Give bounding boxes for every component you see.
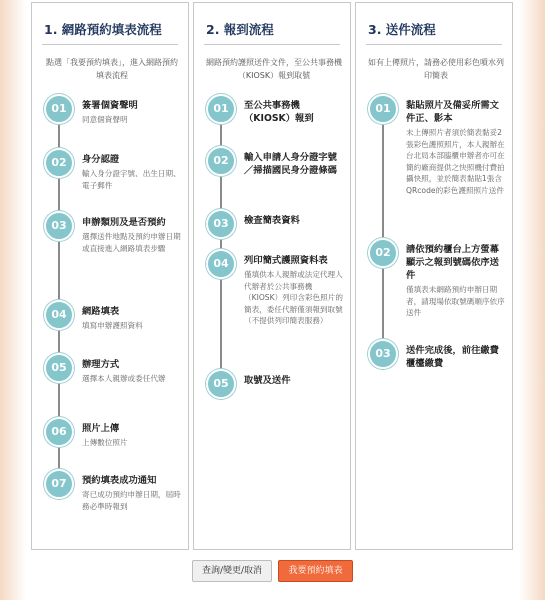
step-number-badge: 03 [44,211,74,241]
step-number-badge: 01 [368,94,398,124]
step-number-badge: 02 [206,146,236,176]
column-intro: 如有上傳照片，請務必使用彩色噴水列印簡表 [368,58,504,80]
step-title: 至公共事務機（KIOSK）報到 [244,100,314,124]
step-number-badge: 05 [44,353,74,383]
step-number-badge: 01 [44,94,74,124]
step-number-badge: 02 [368,238,398,268]
step-description: 僅填供本人親辦或法定代理人代辦者於公共事務機（KIOSK）列印含彩色照片的簡表，委任代辦僅須報到取號（不提供列印簡表服務） [244,270,343,325]
step-number-badge: 03 [206,209,236,239]
column-title: 2. 報到流程 [206,22,274,37]
divider [204,44,340,45]
step-title: 列印簡式護照資料表 [244,255,328,266]
step-title: 檢查簡表資料 [244,215,300,226]
step-title: 請依預約櫃台上方螢幕顯示之報到號碼依序送件 [406,244,499,281]
step-number-badge: 04 [206,249,236,279]
query-change-cancel-button[interactable]: 查詢/變更/取消 [192,560,272,582]
step-title: 辦理方式 [82,359,120,370]
column-title: 3. 送件流程 [368,22,436,37]
online-booking-panel [31,2,189,550]
step-description: 填寫申辦護照資料 [82,321,143,330]
step-number-badge: 01 [206,94,236,124]
step-description: 輸入身分證字號、出生日期、電子郵件 [82,169,181,190]
step-description: 寄已成功預約申辦日期，屆時務必準時報到 [82,490,181,511]
step-number-badge: 06 [44,417,74,447]
step-number-badge: 05 [206,369,236,399]
divider [366,44,502,45]
step-title: 網路填表 [82,306,120,317]
step-description: 未上傳照片者須於簡表黏妥2張彩色護照照片，本人親辦在台北局本部臨櫃申辦者亦可在簡約廠商提供之快照機付費拍攝快照，並於簡表黏貼1張含QRcode的彩色護照照片送件 [406,128,505,195]
step-title: 申辦類別及是否預約 [82,217,166,228]
step-number-badge: 07 [44,469,74,499]
step-title: 取號及送件 [244,375,291,386]
step-description: 選擇本人親辦或委任代辦 [82,374,166,383]
step-title: 預約填表成功通知 [82,475,157,486]
step-description: 同意個資聲明 [82,115,128,124]
step-description: 僅填表未網路預約申辦日期者，請現場依取號碼順序依序送件 [406,285,505,317]
column-title: 1. 網路預約填表流程 [44,22,162,37]
column-intro: 點選「我要預約填表」，進入網路預約填表流程 [46,58,178,80]
step-description: 上傳數位照片 [82,438,128,447]
step-number-badge: 02 [44,148,74,178]
step-description: 選擇送件地點及預約申辦日期或直接進入網路填表步驟 [82,232,181,253]
step-number-badge: 03 [368,339,398,369]
check-in-panel [193,2,351,550]
divider [42,44,178,45]
step-title: 輸入申請人身分證字號／掃描國民身分證條碼 [244,152,337,176]
step-title: 照片上傳 [82,423,120,434]
book-appointment-button[interactable]: 我要預約填表 [278,560,353,582]
column-intro: 網路預約護照送件文件，至公共事務機（KIOSK）報到取號 [206,58,342,80]
step-number-badge: 04 [44,300,74,330]
step-title: 送件完成後，前往繳費櫃檯繳費 [406,345,499,369]
step-title: 黏貼照片及備妥所需文件正、影本 [406,100,499,124]
submission-panel [355,2,513,550]
step-title: 簽署個資聲明 [82,100,138,111]
timeline-line [382,111,384,356]
step-title: 身分認證 [82,154,120,165]
